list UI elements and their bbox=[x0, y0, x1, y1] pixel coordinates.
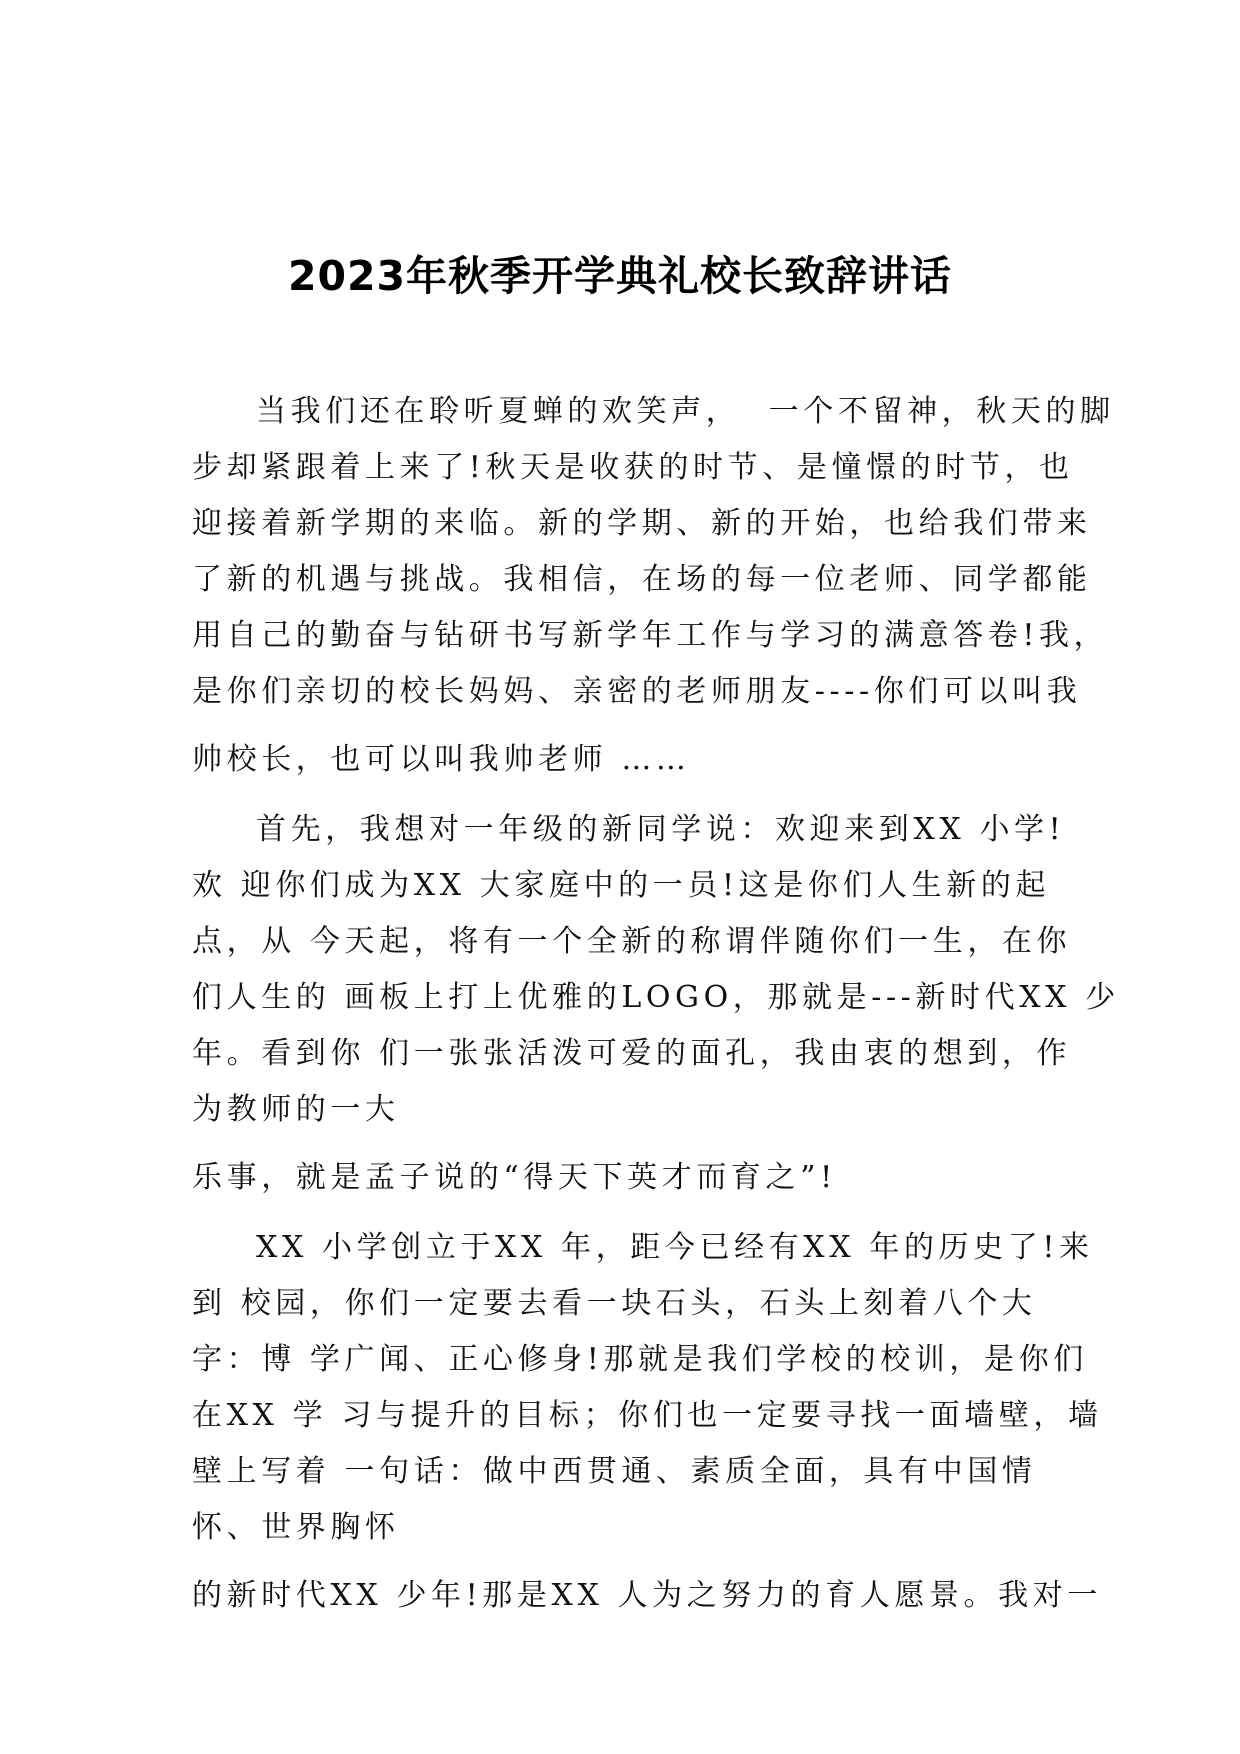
body-line: 在XX 学 习与提升的目标；你们也一定要寻找一面墙壁，墙 bbox=[192, 1398, 1103, 1433]
body-line: 到 校园，你们一定要去看一块石头，石头上刻着八个大 bbox=[192, 1286, 1037, 1321]
document-title: 2023年秋季开学典礼校长致辞讲话 bbox=[287, 252, 953, 300]
body-line: 帅校长，也可以叫我帅老师 …… bbox=[192, 742, 691, 777]
body-line: 步却紧跟着上来了!秋天是收获的时节、是憧憬的时节，也 bbox=[192, 450, 1074, 485]
body-line: 字：博 学广闻、正心修身!那就是我们学校的校训，是你们 bbox=[192, 1342, 1088, 1377]
body-line: XX 小学创立于XX 年，距今已经有XX 年的历史了!来 bbox=[256, 1230, 1094, 1265]
body-line: 是你们亲切的校长妈妈、亲密的老师朋友----你们可以叫我 bbox=[192, 674, 1082, 709]
body-line: 首先，我想对一年级的新同学说：欢迎来到XX 小学! bbox=[256, 812, 1066, 847]
body-line: 迎接着新学期的来临。新的学期、新的开始，也给我们带来 bbox=[192, 506, 1092, 541]
body-line: 了新的机遇与挑战。我相信，在场的每一位老师、同学都能 bbox=[192, 562, 1092, 597]
body-line: 点，从 今天起，将有一个全新的称谓伴随你们一生，在你 bbox=[192, 924, 1072, 959]
body-line: 怀、世界胸怀 bbox=[192, 1510, 400, 1545]
body-line: 欢 迎你们成为XX 大家庭中的一员!这是你们人生新的起 bbox=[192, 868, 1051, 903]
body-line: 为教师的一大 bbox=[192, 1092, 400, 1127]
body-line: 们人生的 画板上打上优雅的LOGO，那就是---新时代XX 少 bbox=[192, 980, 1120, 1015]
body-line: 乐事，就是孟子说的“得天下英才而育之”! bbox=[192, 1160, 837, 1195]
body-line: 年。看到你 们一张张活泼可爱的面孔，我由衷的想到，作 bbox=[192, 1036, 1072, 1071]
body-line: 用自己的勤奋与钻研书写新学年工作与学习的满意答卷!我， bbox=[192, 618, 1109, 653]
body-line: 的新时代XX 少年!那是XX 人为之努力的育人愿景。我对一 bbox=[192, 1578, 1102, 1613]
body-line: 壁上写着 一句话：做中西贯通、素质全面，具有中国情 bbox=[192, 1454, 1037, 1489]
body-line: 当我们还在聆听夏蝉的欢笑声， 一个不留神，秋天的脚 bbox=[256, 394, 1115, 429]
